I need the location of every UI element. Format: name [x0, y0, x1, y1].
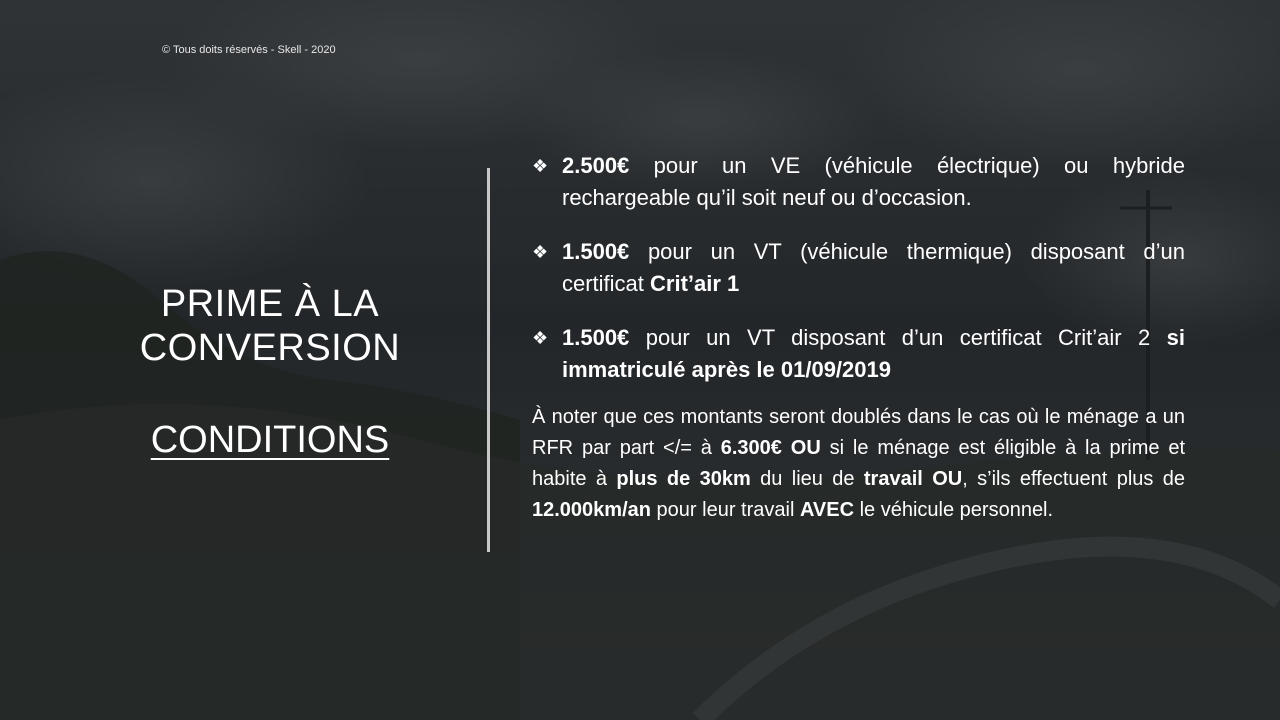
diamond-bullet-icon: ❖: [532, 328, 549, 348]
bullet-item: [532, 322, 1185, 386]
diamond-bullet-icon: ❖: [532, 242, 549, 262]
bullet-item: [532, 236, 1185, 300]
note-text: le véhicule personnel.: [854, 499, 1054, 521]
diamond-bullet-icon: ❖: [532, 156, 549, 176]
bullet-emphasis: si immatriculé après le 01/09/2019: [562, 325, 1185, 382]
note-text: du lieu de: [750, 468, 864, 490]
conditions-content: [532, 150, 1185, 526]
note-emphasis: 12.000km/an: [532, 499, 651, 521]
note-emphasis: 6.300€ OU: [720, 437, 821, 459]
copyright-text: © Tous doits réservés - Skell - 2020: [162, 44, 336, 56]
note-emphasis: plus de 30km: [616, 468, 751, 490]
note-text: , s’ils effectuent plus de: [962, 468, 1186, 490]
note-text: pour leur travail: [650, 499, 800, 521]
bullet-text: pour un VE (véhicule électrique) ou hybride rechargeable qu’il soit neuf ou d’occasion.: [562, 153, 1185, 210]
bullet-text: pour un VT disposant d’un certificat Crit’air 2: [629, 325, 1167, 350]
slide-title: PRIME À LA CONVERSION: [139, 283, 401, 369]
note-emphasis: AVEC: [799, 499, 855, 521]
bullet-item: [532, 150, 1185, 214]
bullet-emphasis: Crit’air 1: [650, 271, 740, 296]
bullet-amount: 1.500€: [562, 325, 630, 350]
vertical-divider: [487, 168, 490, 552]
note-emphasis: travail OU: [863, 468, 963, 490]
note-text: À noter que ces montants seront doublés dans le cas où le ménage a un RFR par part </= à: [532, 406, 1185, 459]
bullet-amount: 1.500€: [562, 239, 630, 264]
note-text: si le ménage est éligible à la prime et habite à: [532, 437, 1186, 490]
note-paragraph: [532, 402, 1185, 526]
slide-subtitle: CONDITIONS: [150, 419, 390, 461]
bullet-text: pour un VT (véhicule thermique) disposant d’un certificat: [562, 239, 1185, 296]
bullet-amount: 2.500€: [562, 153, 630, 178]
